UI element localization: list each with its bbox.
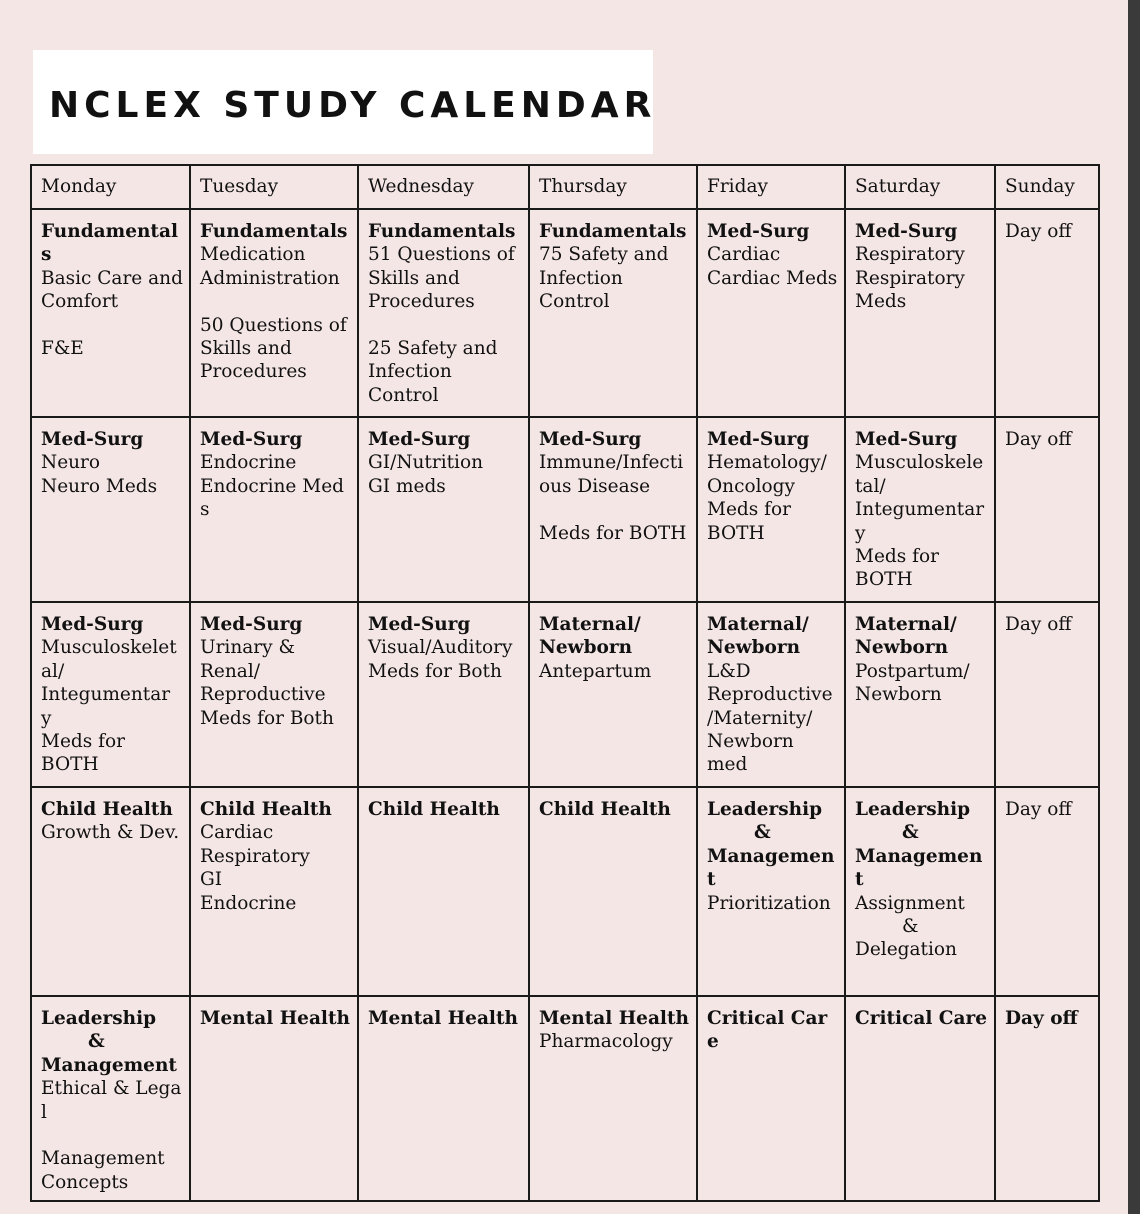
topic-heading: Newborn <box>707 637 801 659</box>
day-header: Saturday <box>845 165 995 209</box>
day-cell-monday <box>31 996 190 1201</box>
topic-heading: Med-Surg <box>368 429 471 450</box>
topic-heading: Day off <box>1005 1008 1078 1029</box>
topic-detail: GI <box>200 869 223 891</box>
topic-detail: Administration <box>200 267 340 289</box>
topic-heading: Management <box>707 845 835 891</box>
day-cell-monday <box>31 417 190 602</box>
topic-detail: Postpartum/ <box>855 660 970 682</box>
topic-heading: Fundamentals <box>200 221 348 242</box>
topic-heading: Med-Surg <box>707 221 810 242</box>
day-header: Wednesday <box>358 165 529 209</box>
topic-detail: Day off <box>1005 614 1072 635</box>
topic-detail: Concepts <box>41 1171 129 1193</box>
week-row <box>31 417 1099 602</box>
topic-heading: Maternal/ <box>855 614 957 635</box>
topic-detail: Control <box>368 384 439 406</box>
topic-heading: Leadership <box>855 799 971 820</box>
day-cell-friday <box>697 996 845 1201</box>
page-title: NCLEX STUDY CALENDAR <box>49 85 657 126</box>
day-header-row <box>31 165 1099 209</box>
topic-heading: & <box>88 1031 105 1053</box>
day-cell-sunday <box>995 996 1099 1201</box>
topic-heading: Child Health <box>41 799 173 820</box>
topic-detail: Infection <box>368 361 452 383</box>
topic-detail: med <box>707 754 748 776</box>
topic-detail: Skills and <box>200 338 292 360</box>
day-cell-friday <box>697 787 845 996</box>
topic-heading: Fundamentals <box>41 221 178 266</box>
week-row <box>31 996 1099 1201</box>
day-cell-wednesday <box>358 996 529 1201</box>
day-cell-thursday <box>529 996 697 1201</box>
day-cell-thursday <box>529 417 697 602</box>
topic-heading: Med-Surg <box>200 429 303 450</box>
topic-detail: Day off <box>1005 799 1072 820</box>
topic-heading: Mental Health <box>368 1008 518 1029</box>
topic-detail: Visual/Auditory <box>368 637 513 659</box>
topic-heading: Critical Care <box>707 1008 828 1053</box>
topic-detail: 50 Questions of <box>200 314 347 336</box>
topic-detail: Cardiac Meds <box>707 267 838 289</box>
day-cell-sunday <box>995 209 1099 417</box>
topic-heading: & <box>754 822 771 844</box>
topic-heading: Child Health <box>368 799 500 820</box>
topic-detail: Musculoskelet <box>41 637 177 659</box>
day-cell-thursday <box>529 787 697 996</box>
day-cell-thursday <box>529 602 697 787</box>
topic-detail: GI/Nutrition <box>368 452 484 474</box>
day-cell-wednesday <box>358 209 529 417</box>
day-header: Tuesday <box>190 165 358 209</box>
topic-detail: Meds for Both <box>368 660 502 682</box>
day-cell-friday <box>697 417 845 602</box>
topic-heading: Med-Surg <box>41 429 144 450</box>
title-banner <box>33 50 657 154</box>
topic-heading: Newborn <box>855 637 949 659</box>
topic-detail: Neuro <box>41 452 101 474</box>
day-cell-friday <box>697 602 845 787</box>
topic-heading: Critical Care <box>855 1008 988 1029</box>
topic-detail: Control <box>539 291 610 313</box>
topic-detail: Medication <box>200 244 306 266</box>
topic-heading: Med-Surg <box>200 614 303 635</box>
topic-detail: Reproductive <box>200 684 326 706</box>
topic-detail: Delegation <box>855 939 957 961</box>
topic-detail: Infection <box>539 267 623 289</box>
topic-heading: Maternal/ <box>539 614 641 635</box>
topic-detail: tal/ <box>855 475 886 497</box>
topic-detail: Comfort <box>41 291 119 313</box>
topic-heading: Maternal/ <box>707 614 809 635</box>
topic-detail <box>41 1124 184 1147</box>
topic-heading: Med-Surg <box>707 429 810 450</box>
topic-detail: Cardiac <box>200 822 274 844</box>
topic-heading: Mental Health <box>539 1008 689 1029</box>
topic-detail: F&E <box>41 338 84 360</box>
topic-detail: Meds <box>855 291 907 313</box>
topic-detail <box>200 290 352 313</box>
topic-detail: Reproductive <box>707 684 833 706</box>
topic-detail: al/ <box>41 660 65 682</box>
day-cell-thursday <box>529 209 697 417</box>
day-header: Friday <box>697 165 845 209</box>
topic-detail <box>539 498 691 521</box>
topic-detail: Integumentar <box>41 684 171 706</box>
topic-detail: Urinary & <box>200 637 295 659</box>
topic-heading: Fundamentals <box>539 221 687 242</box>
day-cell-saturday <box>845 417 995 602</box>
day-header: Thursday <box>529 165 697 209</box>
topic-detail: Musculoskele <box>855 452 984 474</box>
topic-detail: Growth & Dev. <box>41 822 180 844</box>
topic-detail: Endocrine <box>200 892 297 914</box>
day-cell-monday <box>31 787 190 996</box>
day-cell-wednesday <box>358 787 529 996</box>
topic-detail: Meds for <box>855 546 939 568</box>
topic-detail: Prioritization <box>707 892 831 914</box>
topic-detail <box>41 314 184 337</box>
topic-detail: Ethical & Legal <box>41 1078 182 1123</box>
day-cell-wednesday <box>358 602 529 787</box>
topic-detail: GI meds <box>368 475 446 497</box>
topic-detail: Day off <box>1005 429 1072 450</box>
topic-heading: Med-Surg <box>41 614 144 635</box>
page-edge <box>1128 0 1140 1214</box>
day-cell-saturday <box>845 996 995 1201</box>
topic-heading: Med-Surg <box>855 221 958 242</box>
topic-heading: Child Health <box>200 799 332 820</box>
day-header: Monday <box>31 165 190 209</box>
week-row <box>31 787 1099 996</box>
day-cell-saturday <box>845 209 995 417</box>
topic-heading: Child Health <box>539 799 671 820</box>
topic-heading: & <box>902 822 919 844</box>
day-cell-wednesday <box>358 417 529 602</box>
topic-detail: Skills and <box>368 267 460 289</box>
day-cell-monday <box>31 602 190 787</box>
topic-detail: L&D <box>707 660 751 682</box>
day-cell-friday <box>697 209 845 417</box>
topic-heading: Newborn <box>539 637 633 659</box>
topic-detail: ous Disease <box>539 475 651 497</box>
topic-detail: & <box>902 916 919 938</box>
topic-heading: Leadership <box>41 1008 157 1029</box>
study-calendar-table <box>30 164 1100 1202</box>
day-cell-tuesday <box>190 996 358 1201</box>
topic-detail: Respiratory <box>200 845 310 867</box>
week-row <box>31 602 1099 787</box>
topic-heading: Med-Surg <box>368 614 471 635</box>
topic-heading: Management <box>41 1054 177 1076</box>
topic-detail: Endocrine Meds <box>200 475 344 521</box>
topic-detail: Respiratory <box>855 267 965 289</box>
topic-detail: Immune/Infecti <box>539 452 684 474</box>
topic-detail: Hematology/ <box>707 452 827 474</box>
topic-detail: BOTH <box>855 569 913 591</box>
topic-heading: Med-Surg <box>855 429 958 450</box>
topic-detail: Respiratory <box>855 244 965 266</box>
topic-detail: Newborn <box>855 684 942 706</box>
day-header: Sunday <box>995 165 1099 209</box>
topic-detail: 25 Safety and <box>368 338 498 360</box>
topic-detail: Meds for Both <box>200 707 334 729</box>
topic-detail: /Maternity/ <box>707 707 813 729</box>
topic-detail: y <box>855 522 866 544</box>
topic-detail: Procedures <box>200 361 307 383</box>
day-cell-saturday <box>845 787 995 996</box>
day-cell-tuesday <box>190 787 358 996</box>
topic-heading: Med-Surg <box>539 429 642 450</box>
topic-detail: Procedures <box>368 291 475 313</box>
topic-detail: 51 Questions of <box>368 244 515 266</box>
day-cell-sunday <box>995 787 1099 996</box>
week-row <box>31 209 1099 417</box>
topic-detail: Newborn <box>707 731 794 753</box>
topic-detail: Oncology <box>707 475 795 497</box>
topic-heading: Mental Health <box>200 1008 350 1029</box>
topic-detail: Endocrine <box>200 452 297 474</box>
topic-detail: Neuro Meds <box>41 475 158 497</box>
day-cell-tuesday <box>190 602 358 787</box>
day-cell-monday <box>31 209 190 417</box>
topic-detail: Day off <box>1005 221 1072 242</box>
topic-detail: Meds for <box>707 499 791 521</box>
day-cell-tuesday <box>190 209 358 417</box>
topic-detail: Management <box>41 1148 165 1170</box>
day-cell-saturday <box>845 602 995 787</box>
topic-detail: Basic Care and <box>41 267 183 289</box>
topic-detail: BOTH <box>707 522 765 544</box>
topic-detail: Antepartum <box>539 660 652 682</box>
topic-detail: Assignment <box>855 892 965 914</box>
day-cell-tuesday <box>190 417 358 602</box>
day-cell-sunday <box>995 602 1099 787</box>
topic-detail <box>368 314 523 337</box>
topic-detail: 75 Safety and <box>539 244 669 266</box>
topic-detail: Meds for <box>41 731 125 753</box>
topic-detail: Pharmacology <box>539 1031 673 1053</box>
topic-heading: Fundamentals <box>368 221 516 242</box>
topic-detail: Integumentar <box>855 499 985 521</box>
topic-heading: Management <box>855 845 983 891</box>
day-cell-sunday <box>995 417 1099 602</box>
topic-detail: Renal/ <box>200 660 260 682</box>
topic-detail: y <box>41 707 52 729</box>
topic-detail: Meds for BOTH <box>539 522 687 544</box>
topic-detail: BOTH <box>41 754 99 776</box>
topic-heading: Leadership <box>707 799 823 820</box>
topic-detail: Cardiac <box>707 244 781 266</box>
